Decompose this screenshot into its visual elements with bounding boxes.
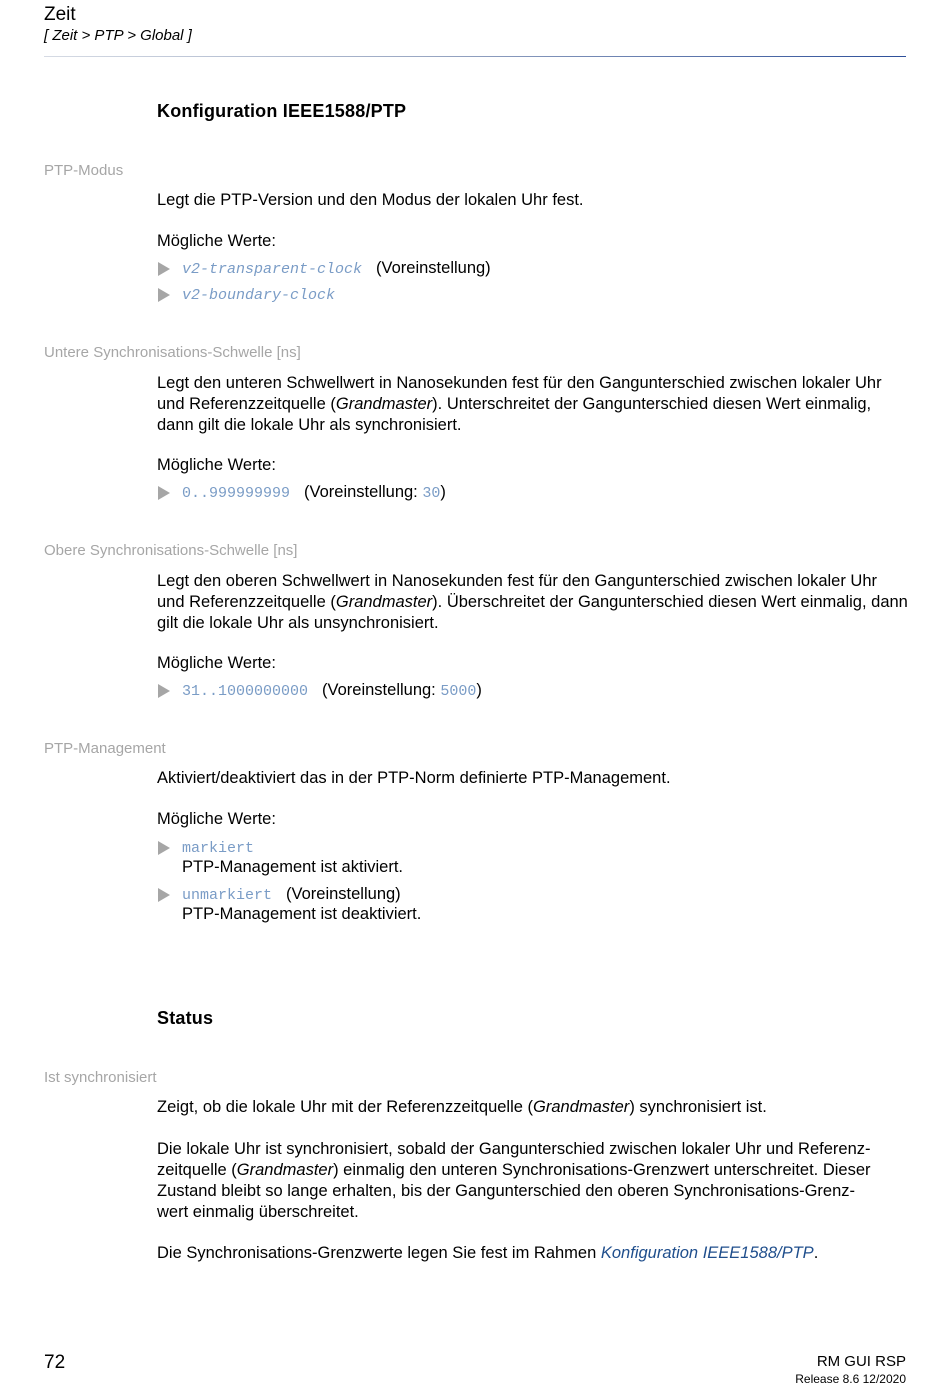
possible-values-label: Mögliche Werte:	[157, 456, 276, 474]
param-description-ptp-management: Aktiviert/deaktiviert das in der PTP-Norm definierte PTP-Management.	[157, 769, 671, 787]
value-code: unmarkiert	[182, 887, 273, 904]
release-info: Release 8.6 12/2020	[795, 1372, 906, 1385]
possible-values-label: Mögliche Werte:	[157, 232, 276, 250]
page-number: 72	[44, 1352, 66, 1373]
param-label-ptp-management: PTP-Management	[44, 740, 166, 757]
param-label-lower-threshold: Untere Synchronisations-Schwelle [ns]	[44, 344, 301, 361]
value-range: 31..1000000000	[182, 683, 309, 700]
value-code: v2-transparent-clock	[182, 261, 363, 278]
bullet-triangle-icon	[158, 486, 170, 500]
sync-explanation-paragraph: Die lokale Uhr ist synchronisiert, sobald der Gangunterschied zwischen lokaler Uhr und Referenz- zeitquelle (Grandmaster) einmalig den unteren Synchronisations-Grenzwert unterschreitet. Dieser Zustand bleibt so lange erhalten, bis der Gangunterschied den oberen Synchronisations-Grenz- wert einmalig überschreitet.	[157, 1140, 871, 1221]
section-heading-status: Status	[157, 1008, 214, 1028]
header-divider	[44, 56, 906, 57]
thresholds-reference-paragraph: Die Synchronisations-Grenzwerte legen Sie fest im Rahmen Konfiguration IEEE1588/PTP.	[157, 1244, 819, 1262]
bullet-triangle-icon	[158, 262, 170, 276]
chapter-title: Zeit	[44, 4, 76, 25]
value-code: markiert	[182, 840, 255, 857]
param-description-is-synchronized: Zeigt, ob die lokale Uhr mit der Referenzzeitquelle (Grandmaster) synchronisiert ist.	[157, 1098, 767, 1116]
possible-values-label: Mögliche Werte:	[157, 810, 276, 828]
value-default: (Voreinstellung: 30)	[304, 483, 446, 502]
value-code: v2-boundary-clock	[182, 287, 336, 304]
bullet-triangle-icon	[158, 841, 170, 855]
param-description-upper-threshold: Legt den oberen Schwellwert in Nanosekunden fest für den Gangunterschied zwischen lokaler Uhr und Referenzzeitquelle (Grandmaster). Überschreitet der Gangunterschied diesen Wert einmalig, dann gilt die lokale Uhr als unsynchronisiert.	[157, 572, 908, 632]
section-heading-configuration: Konfiguration IEEE1588/PTP	[157, 101, 407, 121]
document-name: RM GUI RSP	[816, 1353, 906, 1370]
value-note: (Voreinstellung)	[286, 885, 401, 903]
bullet-triangle-icon	[158, 684, 170, 698]
configuration-link[interactable]: Konfiguration IEEE1588/PTP	[600, 1244, 814, 1262]
param-description-ptp-mode: Legt die PTP-Version und den Modus der lokalen Uhr fest.	[157, 191, 584, 209]
value-default: (Voreinstellung: 5000)	[322, 681, 482, 700]
param-description-lower-threshold: Legt den unteren Schwellwert in Nanosekunden fest für den Gangunterschied zwischen lokaler Uhr und Referenzzeitquelle (Grandmaster). Unterschreitet der Gangunterschied diesen Wert einmalig, dann gilt die lokale Uhr als synchronisiert.	[157, 374, 882, 434]
bullet-triangle-icon	[158, 888, 170, 902]
param-label-is-synchronized: Ist synchronisiert	[44, 1069, 157, 1086]
value-description: PTP-Management ist deaktiviert.	[182, 905, 422, 923]
param-label-upper-threshold: Obere Synchronisations-Schwelle [ns]	[44, 542, 298, 559]
value-description: PTP-Management ist aktiviert.	[182, 858, 403, 876]
breadcrumb: [ Zeit > PTP > Global ]	[44, 27, 192, 44]
value-range: 0..999999999	[182, 485, 291, 502]
param-label-ptp-mode: PTP-Modus	[44, 162, 124, 179]
possible-values-label: Mögliche Werte:	[157, 654, 276, 672]
bullet-triangle-icon	[158, 288, 170, 302]
value-note: (Voreinstellung)	[376, 259, 491, 277]
